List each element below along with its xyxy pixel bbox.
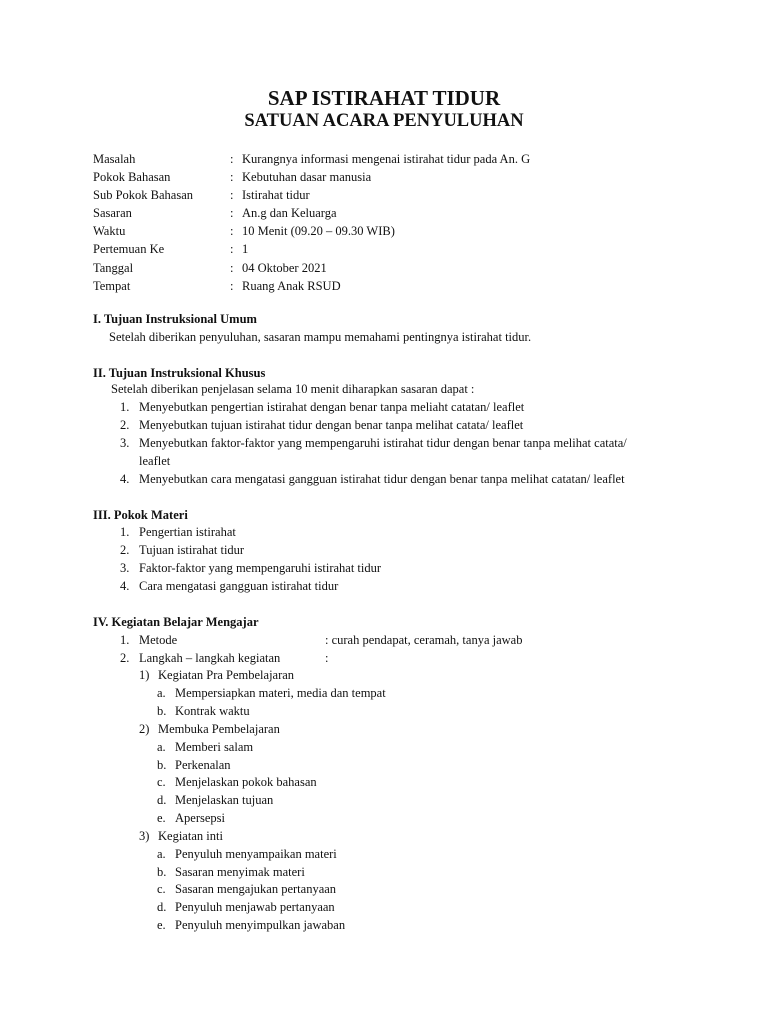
info-value: 1	[242, 242, 249, 257]
list-item-continuation: leaflet	[139, 454, 171, 468]
section-heading-kegiatan: IV. Kegiatan Belajar Mengajar	[93, 615, 259, 629]
list-item: Cara mengatasi gangguan istirahat tidur	[139, 579, 339, 593]
info-colon: :	[230, 170, 234, 185]
section-intro-tujuan-khusus: Setelah diberikan penjelasan selama 10 menit diharapkan sasaran dapat :	[111, 382, 475, 396]
sub-item-letter: d.	[157, 793, 167, 807]
info-label: Tempat	[93, 278, 131, 293]
list-item: Menyebutkan faktor-faktor yang mempengaruhi istirahat tidur dengan benar tanpa melihat catata/	[139, 436, 627, 450]
sub-item: Menjelaskan tujuan	[175, 793, 274, 807]
sub-item-letter: e.	[157, 811, 166, 825]
step-title: Membuka Pembelajaran	[158, 722, 280, 736]
sub-item-letter: a.	[157, 686, 166, 700]
list-item-number: 1.	[120, 525, 130, 539]
info-colon: :	[230, 278, 234, 293]
section-heading-tujuan-umum: I. Tujuan Instruksional Umum	[93, 312, 257, 326]
sub-item-letter: e.	[157, 918, 166, 932]
sub-item: Memberi salam	[175, 740, 254, 754]
info-colon: :	[230, 224, 234, 239]
sub-item: Penyuluh menyampaikan materi	[175, 847, 337, 861]
info-label: Waktu	[93, 224, 126, 239]
sub-item: Mempersiapkan materi, media dan tempat	[175, 686, 386, 700]
section-heading-pokok-materi: III. Pokok Materi	[93, 508, 188, 522]
info-value: Kurangnya informasi mengenai istirahat tidur pada An. G	[242, 152, 531, 166]
sub-item-letter: c.	[157, 882, 166, 896]
list-item-number: 1.	[120, 633, 130, 647]
info-colon: :	[230, 242, 234, 257]
langkah-colon: :	[325, 651, 329, 665]
info-table	[93, 150, 530, 295]
sub-item-letter: d.	[157, 900, 167, 914]
metode-label: Metode	[139, 633, 178, 647]
list-item-number: 3.	[120, 561, 130, 575]
list-item: Pengertian istirahat	[139, 525, 236, 539]
sub-item-letter: b.	[157, 704, 167, 718]
info-colon: :	[230, 152, 234, 166]
document-subtitle: SATUAN ACARA PENYULUHAN	[244, 111, 524, 131]
sub-item: Menjelaskan pokok bahasan	[175, 775, 317, 789]
info-row-sasaran	[93, 204, 530, 222]
info-label: Sub Pokok Bahasan	[93, 188, 193, 203]
section-text-tujuan-umum: Setelah diberikan penyuluhan, sasaran mampu memahami pentingnya istirahat tidur.	[109, 330, 532, 344]
sub-item-letter: c.	[157, 775, 166, 789]
step-title: Kegiatan inti	[158, 829, 223, 843]
info-label: Sasaran	[93, 206, 132, 221]
info-value: An.g dan Keluarga	[242, 206, 337, 221]
list-item-number: 2.	[120, 418, 130, 432]
sub-item-letter: b.	[157, 865, 167, 879]
info-row-sub-pokok-bahasan	[93, 186, 530, 204]
list-item: Menyebutkan tujuan istirahat tidur dengan benar tanpa melihat catata/ leaflet	[139, 418, 524, 432]
info-value: Istirahat tidur	[242, 188, 310, 203]
list-item: Menyebutkan cara mengatasi gangguan istirahat tidur dengan benar tanpa melihat catatan/ leaflet	[139, 472, 625, 486]
document-title: SAP ISTIRAHAT TIDUR	[267, 86, 501, 110]
sub-item: Apersepsi	[175, 811, 225, 825]
list-item: Tujuan istirahat tidur	[139, 543, 245, 557]
list-item-number: 1.	[120, 400, 130, 414]
sub-item: Perkenalan	[175, 758, 231, 772]
info-value: Kebutuhan dasar manusia	[242, 170, 372, 185]
sub-item: Penyuluh menjawab pertanyaan	[175, 900, 335, 914]
step-number: 2)	[139, 722, 150, 736]
info-value: 04 Oktober 2021	[242, 260, 327, 275]
info-label: Masalah	[93, 152, 136, 166]
sub-item-letter: b.	[157, 758, 167, 772]
info-colon: :	[230, 206, 234, 221]
list-item: Faktor-faktor yang mempengaruhi istirahat tidur	[139, 561, 382, 575]
sub-item: Sasaran mengajukan pertanyaan	[175, 882, 337, 896]
metode-value: : curah pendapat, ceramah, tanya jawab	[325, 633, 523, 647]
info-label: Pertemuan Ke	[93, 242, 165, 257]
list-item-number: 2.	[120, 651, 130, 665]
info-label: Pokok Bahasan	[93, 170, 171, 185]
sub-item-letter: a.	[157, 847, 166, 861]
sub-item: Kontrak waktu	[175, 704, 250, 718]
section-heading-tujuan-khusus: II. Tujuan Instruksional Khusus	[93, 366, 266, 380]
list-item-number: 4.	[120, 472, 130, 486]
info-label: Tanggal	[93, 260, 134, 275]
step-number: 3)	[139, 829, 150, 843]
langkah-label: Langkah – langkah kegiatan	[139, 651, 281, 665]
step-number: 1)	[139, 668, 150, 682]
list-item-number: 4.	[120, 579, 130, 593]
info-value: Ruang Anak RSUD	[242, 278, 341, 293]
info-row-waktu	[93, 222, 530, 240]
info-colon: :	[230, 260, 234, 275]
info-row-pertemuan	[93, 240, 530, 258]
list-item-number: 3.	[120, 436, 130, 450]
step-title: Kegiatan Pra Pembelajaran	[158, 668, 295, 682]
info-row-masalah	[93, 150, 530, 168]
info-value: 10 Menit (09.20 – 09.30 WIB)	[242, 224, 395, 239]
info-row-tempat	[93, 277, 530, 295]
list-item-number: 2.	[120, 543, 130, 557]
list-item: Menyebutkan pengertian istirahat dengan benar tanpa meliaht catatan/ leaflet	[139, 400, 525, 414]
sub-item-letter: a.	[157, 740, 166, 754]
info-row-pokok-bahasan	[93, 168, 530, 186]
info-colon: :	[230, 188, 234, 203]
sub-item: Penyuluh menyimpulkan jawaban	[175, 918, 346, 932]
info-row-tanggal	[93, 259, 530, 277]
sub-item: Sasaran menyimak materi	[175, 865, 305, 879]
